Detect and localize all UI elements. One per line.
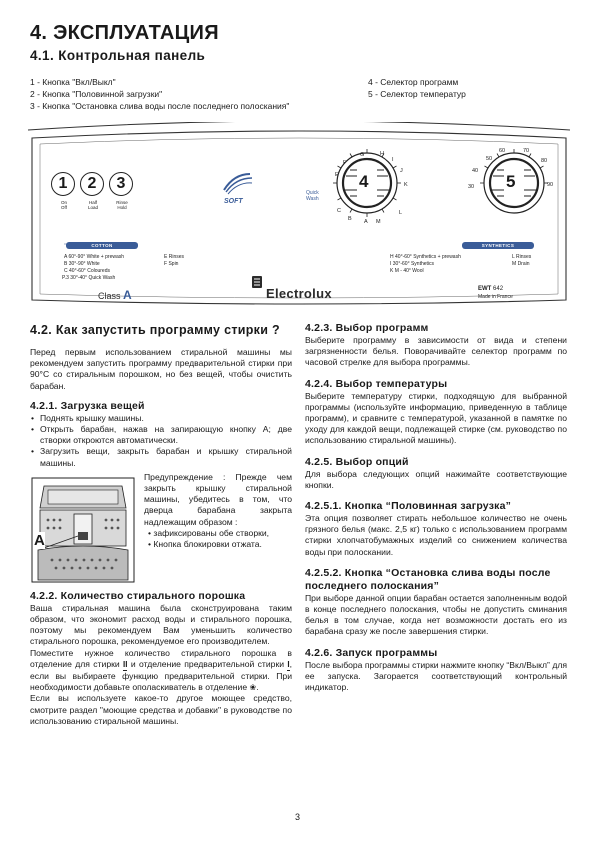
temp-value-50: 50 [486, 156, 493, 162]
legend-item-5: 5 - Селектор температур [368, 89, 466, 99]
synthetics-extra-l: L Rinses [512, 254, 532, 260]
energy-class-label: Class A [98, 288, 132, 302]
quick-wash-label: Quick Wash [306, 190, 319, 202]
synthetics-row-h: H 40°-60° Synthetics + prewash [390, 254, 461, 260]
made-in-label: Made in France [478, 294, 513, 300]
section-4-2-text: Перед первым использованием стиральной машины мы рекомендуем запустить программу предварительной стирки при 90°С со стиральным порошком, но без вещей, чтобы очистить барабан. [30, 347, 292, 391]
program-letter-c: C [337, 208, 341, 214]
section-4-2-5-title: 4.2.5. Выбор опций [305, 455, 409, 468]
program-knob-number: 4 [359, 172, 369, 191]
cotton-row-a: A 60°-90° White + prewash [64, 254, 125, 260]
prewash-compartment-icon: I [287, 659, 289, 671]
program-letter-g: G [360, 152, 365, 158]
legend-item-2: 2 - Кнопка "Половинной загрузки" [30, 89, 163, 99]
page-number: 3 [294, 812, 300, 822]
temp-value-40: 40 [472, 168, 479, 174]
section-4-2-5-text: Для выбора следующих опций нажимайте соответствующие кнопки. [305, 468, 567, 490]
program-letter-a: A [364, 219, 368, 225]
half-load-label: Half Load [87, 200, 98, 210]
section-4-2-1-title: 4.2.1. Загрузка вещей [30, 399, 145, 412]
warning-item-1: • зафиксированы обе створки, [148, 527, 270, 538]
temp-value-30: 30 [468, 184, 475, 190]
legend-item-3: 3 - Кнопка "Остановка слива воды после последнего полоскания" [30, 101, 290, 111]
section-4-2-5-2-title: 4.2.5.2. Кнопка “Остановка слива воды после последнего полоскания” [305, 566, 551, 592]
program-letter-m: M [376, 219, 381, 225]
synthetics-badge: SYNTHETICS [462, 242, 534, 249]
main-wash-compartment-icon: II [123, 659, 127, 671]
model-number: EWT 642 [478, 286, 504, 292]
warning-item-2: • Кнопка блокировки отжата. [148, 539, 262, 550]
load-step-3: • Загрузить вещи, закрыть барабан и крышку стиральной машины. [30, 446, 292, 468]
left-column [30, 322, 292, 727]
temp-value-60: 60 [499, 148, 506, 154]
synthetics-extra-m: M Drain [512, 261, 530, 267]
load-step-2: • Открыть барабан, нажав на запирающую кнопку А; две створки откроются автоматически. [30, 424, 292, 446]
on-off-label: On Off [60, 200, 67, 210]
detergent-text-2: Поместите нужное количество стирального порошка в отделение для стирки II и отделение предварительной стирки I, если вы выбираете функцию предварительной стирки. При необходимости добавьте ополаскиватель в отделение ❀. [30, 647, 293, 693]
section-4-2-6-title: 4.2.6. Запуск программы [305, 646, 438, 659]
temp-value-90: 90 [547, 182, 554, 188]
control-panel-illustration [26, 122, 572, 314]
detergent-text-1: Ваша стиральная машина была сконструирована таким образом, что экономит расход воды и стирального порошка, поэтому мы рекомендуем Вам уменьшить количество стирального порошка, рекомендуемое его производителем. [30, 602, 292, 647]
section-4-2-5-1-title: 4.2.5.1. Кнопка “Половинная загрузка” [305, 500, 512, 513]
section-4-2-5-1-text: Эта опция позволяет стирать небольшое количество не очень грязного белья (макс. 2,5 кг) только с использованием программ стирки хлопчатобумажных изделий со снижением количества воды при полоскании. [305, 513, 567, 557]
section-4-2-2-title: 4.2.2. Количество стирального порошка [30, 589, 246, 602]
load-step-1: • Поднять крышку машины. [30, 413, 292, 424]
legend-item-4: 4 - Селектор программ [368, 77, 459, 87]
rinse-hold-label: Rinse Hold [116, 200, 128, 210]
illustration-label-a: A [34, 531, 45, 549]
program-letter-i: I [392, 157, 394, 163]
synthetics-row-i: I 30°-60° Synthetics [390, 261, 435, 267]
cotton-row-b: B 30°-90° White [64, 261, 100, 267]
program-letter-e: E [335, 172, 339, 178]
program-letter-j: J [400, 168, 403, 174]
section-4-2-6-text: После выбора программы стирки нажмите кнопку “Вкл/Выкл” для ее запуска. Загорается соответствующий контрольный индикатор. [305, 659, 567, 693]
cotton-extra-f: F Spin [164, 261, 179, 267]
program-letter-h: H [380, 151, 384, 157]
section-title: 4.1. Контрольная панель [30, 48, 206, 63]
warning-block [30, 472, 292, 584]
cotton-row-c: C 40°-60° Coloureds [64, 268, 110, 274]
detergent-text-3: Если вы используете какое-то другое моющее средство, смотрите раздел "моющие средства и добавки" в руководстве по использованию стиральной машины. [30, 693, 292, 726]
cotton-row-quick: P.3 30°-40° Quick Wash [62, 275, 116, 281]
warning-text-block [144, 472, 292, 550]
program-letter-b: B [348, 216, 352, 222]
synthetics-row-k: K M - 40° Wool [390, 268, 424, 274]
temp-value-80: 80 [541, 158, 548, 164]
drum-illustration [30, 476, 136, 584]
section-4-2-4-title: 4.2.4. Выбор температуры [305, 377, 448, 390]
warning-text: Предупреждение : Прежде чем закрыть крышку стиральной машины, убедитесь в том, что дверца барабана закрыта надлежащим образом : [144, 471, 292, 527]
legend-item-1: 1 - Кнопка "Вкл/Выкл" [30, 77, 116, 87]
program-letter-k: K [404, 182, 408, 188]
half-load-button: 2 [80, 172, 104, 196]
right-column [305, 322, 567, 693]
chapter-title: 4. ЭКСПЛУАТАЦИЯ [30, 22, 219, 44]
section-4-2-title: 4.2. Как запустить программу стирки ? [30, 323, 280, 337]
temp-value-70: 70 [523, 148, 530, 154]
program-letter-l: L [399, 210, 403, 216]
section-4-2-3-text: Выберите программу в зависимости от вида и степени загрязненности белья. Поворачивайте селектор программ по часовой стрелке для выбора программы. [305, 335, 567, 368]
softener-compartment-icon: ❀ [249, 683, 257, 693]
program-letter-f: F [343, 160, 347, 166]
section-4-2-5-2-text: При выборе данной опции барабан остается заполненным водой в конце последнего полоскания, чтобы не допустить сминания белья в том случае, когда нет возможности достать его из барабана сразу же после завершения стирки. [305, 592, 567, 637]
electrolux-logo-icon [252, 276, 262, 288]
section-4-2-3-title: 4.2.3. Выбор программ [305, 322, 429, 334]
soft-logo: SOFT [224, 198, 243, 205]
brand-name: Electrolux [266, 286, 332, 301]
energy-class-value: A [123, 288, 132, 302]
section-4-2-4-text: Выберите температуру стирки, подходящую для выбранной программы (используйте информацию, приведенную в таблице программ), и сравните с температурой, указанной в памятке по уходу для каждой вещи, подлежащей стирке (см. руководство по использованию стиральной машины). [305, 390, 567, 446]
cotton-badge: COTTON [66, 242, 138, 249]
temperature-knob-number: 5 [506, 172, 516, 191]
cotton-extra-e: E Rinses [164, 254, 185, 260]
on-off-button: 1 [51, 172, 75, 196]
rinse-hold-button: 3 [109, 172, 133, 196]
